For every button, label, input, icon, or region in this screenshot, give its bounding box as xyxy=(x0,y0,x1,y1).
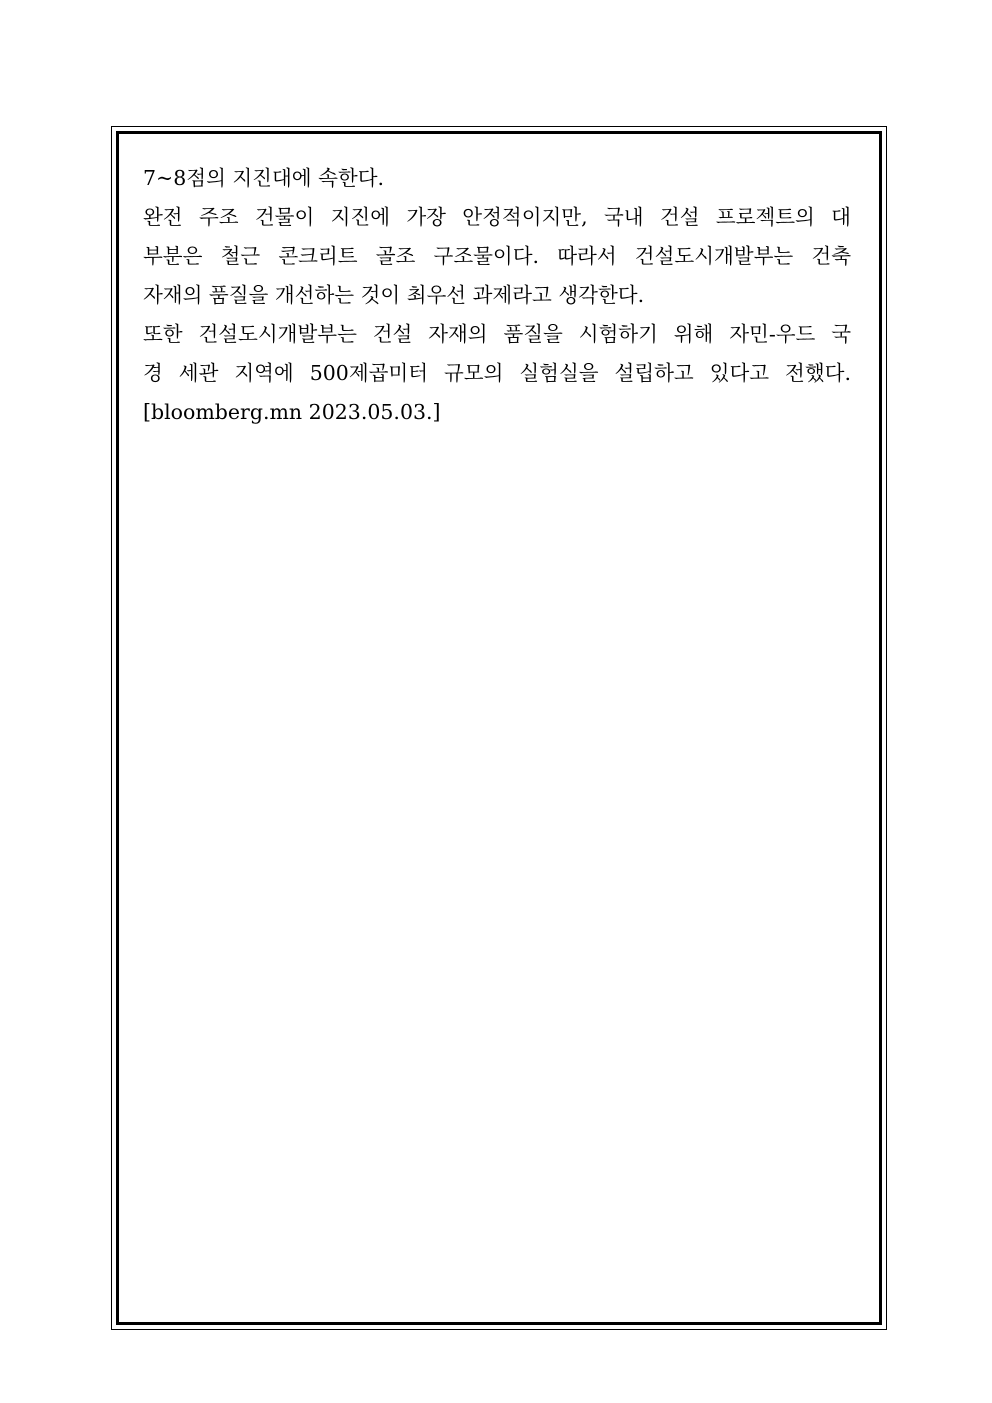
source-citation: [bloomberg.mn 2023.05.03.] xyxy=(143,400,441,424)
text-line: 자재의 품질을 개선하는 것이 최우선 과제라고 생각한다. xyxy=(143,283,645,307)
text-line: 완전 주조 건물이 지진에 가장 안정적이지만, 국내 건설 프로젝트의 대 xyxy=(143,205,851,229)
text-line: 부분은 철근 콘크리트 골조 구조물이다. 따라서 건설도시개발부는 건축 xyxy=(143,244,851,268)
text-line: 또한 건설도시개발부는 건설 자재의 품질을 시험하기 위해 자민-우드 국 xyxy=(143,322,851,346)
text-line: 7~8점의 지진대에 속한다. xyxy=(143,166,385,190)
text-line: 경 세관 지역에 500제곱미터 규모의 실험실을 설립하고 있다고 전했다. xyxy=(143,361,851,385)
article-body xyxy=(143,159,851,432)
